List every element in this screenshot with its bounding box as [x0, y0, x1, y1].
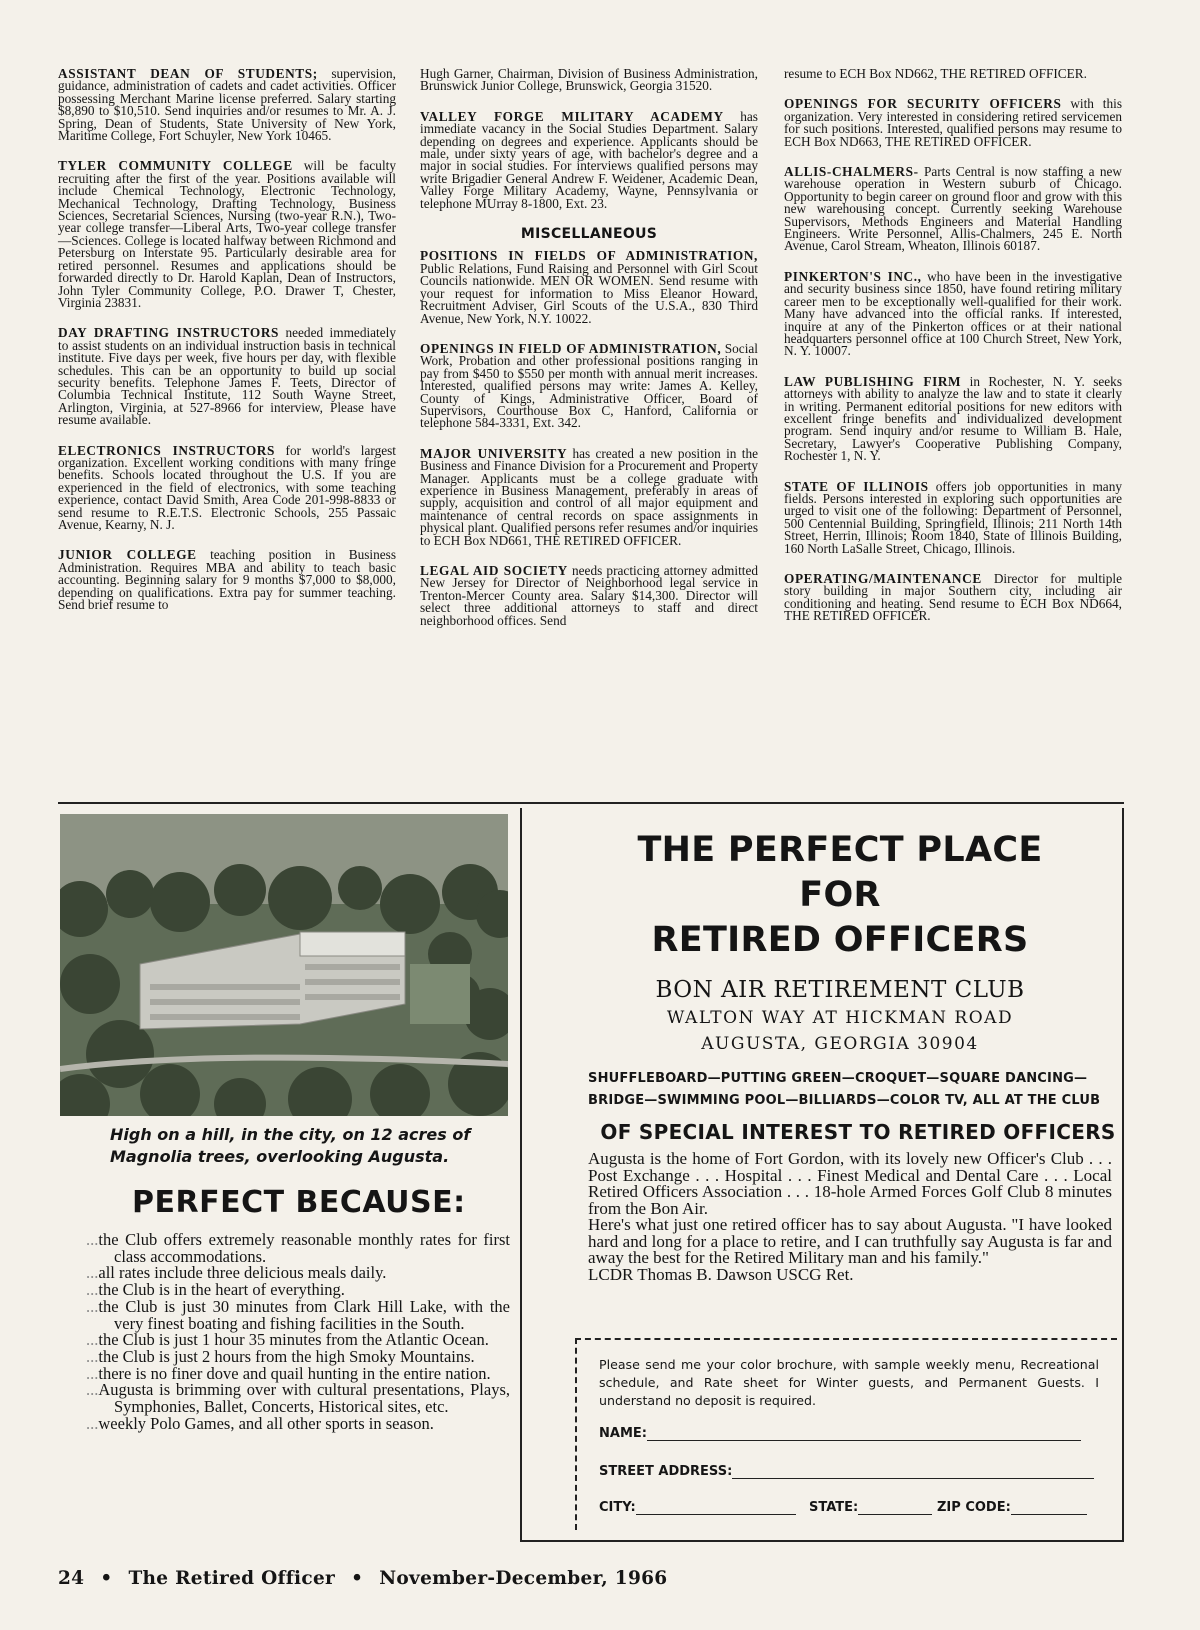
ad-heading: STATE OF ILLINOIS: [784, 478, 929, 494]
classified-ad: [58, 160, 396, 309]
ad-text: offers job opportunities in many fields. Persons interested in exploring such opportunities are urged to visit one of the following: Department of Personnel, 500 Centennial Building, Springfield, Illinois; 211 North 14th Street, Herrin, Illinois; Room 1840, State of Illinois Building, 160 North LaSalle Street, Chicago, Illinois.: [784, 478, 1122, 556]
name-label: NAME:: [599, 1426, 647, 1441]
ad-contact: ECH Box ND663, THE RETIRED OFFICER.: [784, 133, 1032, 149]
classified-ad: [420, 340, 758, 431]
ad-heading: DAY DRAFTING INSTRUCTORS: [58, 325, 280, 341]
ad-heading: POSITIONS IN FIELDS OF ADMINISTRATION,: [420, 248, 758, 264]
reason-item: ... all rates include three delicious meals daily.: [86, 1265, 510, 1282]
ad-text: Parts Central is now staffing a new warehouse operation in Western suburb of Chicago. Opportunity to begin career on ground floor and grow with this new warehousing concept. Currently seeking Warehouse Supervisors, Methods Engineers and Material Handling Engineers. Write: [784, 164, 1122, 242]
classified-ad: [420, 250, 758, 324]
club-name: BON AIR RETIREMENT CLUB: [655, 977, 1025, 1003]
ad-contact: Hugh Garner, Chairman, Division of Business Administration, Brunswick Junior College, Brunswick, Georgia 31520.: [420, 66, 758, 94]
ad-text: with this organization. Very interested in considering retired servicemen for such positions. Interested, qualified persons may resume to: [784, 96, 1123, 137]
ad-text: who have been in the investigative and security business since 1850, have found retiring military career men to be exceptionally well-qualified for their work. Many have advanced into the official ranks. If interested, inquire at any of the Pinkerton offices or at their national headquarters personnel office at 100 Church Street, New York, N. Y. 10007.: [784, 268, 1122, 359]
street-address-field[interactable]: [599, 1464, 1094, 1479]
ad-heading: JUNIOR COLLEGE: [58, 547, 197, 563]
footer-bullet: •: [100, 1568, 113, 1589]
classified-ad: [58, 68, 396, 142]
mail-in-coupon: [575, 1338, 1117, 1530]
city-label: CITY:: [599, 1500, 636, 1515]
state-field[interactable]: [809, 1500, 932, 1515]
ad-border-bottom: [520, 1540, 1124, 1542]
zip-code-label: ZIP CODE:: [937, 1500, 1011, 1515]
ad-contact: James F. Teets, Director of Columbia Technical Institute, 112 South Wayne Street, Arlington, Virginia,: [58, 374, 396, 415]
ad-border-left: [520, 808, 522, 1542]
zip-code-line[interactable]: [1011, 1502, 1087, 1515]
ad-text: or send resume to: [58, 492, 396, 520]
page-number: 24: [58, 1568, 85, 1589]
classified-column-3: [784, 68, 1122, 641]
ad-text: needed immediately to assist students on an individual instruction basis in technical institute. Five days per week, five hours per day, with flexible schedules. This can be an opportunity to build up social security benefits. Telephone: [58, 325, 396, 390]
section-title: MISCELLANEOUS: [520, 226, 658, 243]
ad-heading: TYLER COMMUNITY COLLEGE: [58, 158, 293, 174]
ad-border-right: [1122, 808, 1124, 1542]
augusta-description: [588, 1151, 1112, 1283]
reason-item: ... there is no finer dove and quail hunting in the entire nation.: [86, 1366, 510, 1383]
reason-item: ... the Club is in the heart of everything.: [86, 1282, 510, 1299]
reason-item: ... the Club is just 30 minutes from Clark Hill Lake, with the very finest boating and fishing facilities in the South.: [86, 1299, 510, 1332]
ad-text: at 527-8966 for interview, Please have resume available.: [58, 399, 396, 428]
ad-heading: LEGAL AID SOCIETY: [420, 563, 568, 578]
ad-contact: ECH Box ND661, THE RETIRED OFFICER.: [433, 532, 682, 548]
name-field[interactable]: [599, 1426, 1081, 1441]
ad-text: or telephone MUrray 8-1800, Ext. 23.: [420, 183, 759, 211]
zip-code-field[interactable]: [937, 1500, 1087, 1515]
issue-date: November-December, 1966: [379, 1568, 668, 1589]
classified-ad: [58, 442, 396, 532]
ad-contact: R.E.T.S. Electronic Schools, 255 Passaic Avenue, Kearny, N. J.: [58, 504, 396, 532]
ad-heading: OPENINGS FOR SECURITY OFFICERS: [784, 96, 1062, 112]
reason-item: ... the Club is just 2 hours from the high Smoky Mountains.: [86, 1349, 510, 1366]
ad-contact: Brigadier General Andrew F. Weidener, Academic Dean, Valley Forge Military Academy, Wayne, Pennsylvania: [420, 170, 758, 199]
amenities: [588, 1068, 1118, 1112]
ad-text: has created a new position in the Business and Finance Division for a Procurement and Property Manager. Applicants must be a college graduate with experience in Business Management, preferably in areas of supply, acquisition and control of all major equipment and maintenance of central records on space assignments in physical plant. Qualified persons refer resumes and/or inquiries to: [420, 445, 758, 548]
classified-ad: [784, 573, 1122, 623]
classified-column-2: [420, 68, 758, 645]
street-address-label: STREET ADDRESS:: [599, 1464, 733, 1479]
ad-text: or telephone 584-3331, Ext. 342.: [420, 402, 758, 431]
ad-heading: ASSISTANT DEAN OF STUDENTS;: [58, 66, 318, 81]
headline-line-2: FOR: [799, 875, 881, 915]
officer-quote: Here's what just one retired officer has to say about Augusta. "I have looked hard and long for a place to retire, and I can truthfully say Augusta is far and away the best for the Retired Military man and his family.": [588, 1215, 1112, 1267]
city-field[interactable]: [599, 1500, 796, 1515]
classified-column-1: [58, 68, 396, 629]
club-address-line-2: AUGUSTA, GEORGIA 30904: [701, 1034, 979, 1054]
classified-ad: [58, 327, 396, 426]
ad-contact: James A. Kelley, County of Kings, Administrative Officer, Board of Supervisors, Courthouse Box C, Hanford, California: [420, 378, 758, 418]
state-label: STATE:: [809, 1500, 859, 1515]
headline-line-1: THE PERFECT PLACE: [637, 830, 1043, 870]
ad-contact: Miss Eleanor Howard, Recruitment Adviser, Girl Scouts of the U.S.A., 830 Third Avenue, New York, N.Y. 10022.: [420, 285, 758, 326]
ad-text: needs practicing attorney admitted New Jersey for Director of Neighborhood legal service in Trenton-Mercer County area. Salary $14,300. Director will select three additional attorneys to staff and direct neighborhood offices. Send: [420, 563, 759, 628]
ad-header: [560, 828, 1120, 1055]
reason-item: ... weekly Polo Games, and all other sports in season.: [86, 1416, 510, 1433]
ad-heading: PINKERTON'S INC.,: [784, 268, 922, 284]
ad-text: Public Relations, Fund Raising and Personnel with Girl Scout Councils nationwide. MEN OR WOMEN. Send resume with your request for information to: [420, 260, 758, 301]
classified-ad: [420, 565, 758, 627]
classified-ad: [420, 445, 758, 548]
ad-text: resume to: [784, 66, 840, 81]
perfect-because-title: PERFECT BECAUSE:: [132, 1185, 466, 1220]
magazine-name: The Retired Officer: [128, 1568, 336, 1589]
classified-ad: [784, 373, 1122, 464]
ad-heading: LAW PUBLISHING FIRM: [784, 373, 962, 389]
classified-ad: [784, 68, 1122, 80]
amenities-line-2: BRIDGE—SWIMMING POOL—BILLIARDS—COLOR TV, ALL AT THE CLUB: [588, 1093, 1101, 1108]
footer-bullet: •: [351, 1568, 364, 1589]
name-line[interactable]: [647, 1428, 1081, 1441]
club-address-line-1: WALTON WAY AT HICKMAN ROAD: [666, 1008, 1014, 1028]
ad-contact: David Smith, Area Code 201-998-8833: [166, 492, 381, 508]
ad-contact: ECH Box ND662, THE RETIRED OFFICER.: [839, 66, 1087, 81]
quote-author: LCDR Thomas B. Dawson USCG Ret.: [588, 1264, 854, 1284]
ad-contact: Dr. Harold Kaplan, Dean of Instructors, John Tyler Community College, P.O. Drawer T, Chester, Virginia 23831.: [58, 270, 397, 310]
street-address-line[interactable]: [732, 1466, 1094, 1479]
ad-heading: OPERATING/MAINTENANCE: [784, 571, 982, 586]
page-footer: [58, 1568, 667, 1589]
classified-ad: [58, 549, 396, 611]
ad-heading: MAJOR UNIVERSITY: [420, 445, 568, 461]
headline-line-3: RETIRED OFFICERS: [651, 920, 1029, 960]
photo-caption: High on a hill, in the city, on 12 acres of Magnolia trees, overlooking Augusta.: [110, 1125, 471, 1166]
ad-heading: ELECTRONICS INSTRUCTORS: [58, 442, 275, 458]
ad-heading: OPENINGS IN FIELD OF ADMINISTRATION,: [420, 340, 722, 356]
aerial-photo-bon-air: [60, 814, 508, 1116]
ad-text: supervision, guidance, administration of cadets and cadet activities. Officer possessing Merchant Marine license preferred. Salary starting $8,890 to $10,510. Send inquiries and/or resumes to: [58, 66, 396, 119]
reason-item: ... Augusta is brimming over with cultural presentations, Plays, Symphonies, Ballet, Concerts, Historical sites, etc.: [86, 1382, 510, 1415]
reason-item: ... the Club is just 1 hour 35 minutes from the Atlantic Ocean.: [86, 1332, 510, 1349]
ad-text: teaching position in Business Administration. Requires MBA and ability to teach basic accounting. Beginning salary for 9 months $7,000 to $8,000, depending on qualifications. Extra pay for summer teaching. Send brief resume to: [58, 547, 396, 613]
ad-text: has immediate vacancy in the Social Studies Department. Salary depending on degrees and experience. Applicants should be male, under sixty years of age, with bachelor's degree and a major in social studies. For interviews qualified persons may write: [420, 108, 758, 186]
augusta-text: Augusta is the home of Fort Gordon, with its lovely new Officer's Club . . . Post Exchange . . . Hospital . . . Finest Medical and Dental Care . . . Local Retired Officers Association . . . 18-hole Armed Forces Golf Club 8 minutes from the Bon Air.: [588, 1149, 1112, 1218]
classified-ad: [420, 108, 759, 211]
ad-text: for world's largest organization. Excellent working conditions with many fringe benefits. Schools located throughout the U.S. If you are experienced in the field of electronics, with some teaching experience, contact: [58, 442, 396, 508]
ad-heading: ALLIS-CHALMERS-: [784, 164, 919, 180]
ad-contact: Mr. A. J. Spring, Dean of Students, State University of New York, Maritime College, Fort Schuyler, New York 10465.: [58, 103, 396, 144]
classified-ad: [784, 98, 1122, 148]
special-interest-title: OF SPECIAL INTEREST TO RETIRED OFFICERS: [600, 1120, 1116, 1144]
ad-contact: ECH Box ND664, THE RETIRED OFFICER.: [784, 595, 1122, 624]
classified-ad: [784, 268, 1122, 359]
ad-contact: William B. Hale, Secretary, Lawyer's Cooperative Publishing Company, Rochester 1, N. Y.: [784, 423, 1122, 464]
coupon-request-text: Please send me your color brochure, with sample weekly menu, Recreational schedule, and Rate sheet for Winter guests, and Permanent Guests. I understand no deposit is required.: [599, 1357, 1099, 1408]
ad-text: Social Work, Probation and other professional positions ranging in pay from $450 to $550 per month with annual merit increases. Interested, qualified persons may write:: [420, 340, 758, 394]
reason-item: ... the Club offers extremely reasonable monthly rates for first class accommodations.: [86, 1232, 510, 1265]
ad-text: Director for multiple story building in major Southern city, including air conditioning and heating. Send resume to: [784, 571, 1122, 611]
section-divider: [58, 802, 1124, 804]
state-line[interactable]: [858, 1502, 932, 1515]
city-line[interactable]: [636, 1502, 796, 1515]
ad-text: in Rochester, N. Y. seeks attorneys with ability to analyze the law and to state it clearly in writing. Permanent editorial positions for new editors with excellent fringe benefits and individualized development program. Send inquiry and/or resume to: [784, 373, 1122, 439]
ad-text: will be faculty recruiting after the first of the year. Positions available will include Chemical Technology, Electronic Technology, Mechanical Technology, Drafting Technology, Business Sciences, Secretarial Sciences, Nursing (two-year R.N.), Two-year college transfer—Liberal Arts, Two-year college transfer—Sciences. College is located halfway between Richmond and Petersburg on Interstate 95. Particularly desirable area for retired personnel. Resumes and applications should be forwarded directly to: [58, 158, 396, 286]
ad-heading: VALLEY FORGE MILITARY ACADEMY: [420, 108, 724, 124]
classified-ad: [420, 68, 758, 93]
classified-ad: [784, 166, 1122, 253]
ad-contact: Personnel, Allis-Chalmers, 245 E. North Avenue, Carol Stream, Wheaton, Illinois 60187.: [784, 226, 1122, 254]
amenities-line-1: SHUFFLEBOARD—PUTTING GREEN—CROQUET—SQUARE DANCING—: [588, 1071, 1088, 1086]
reasons-list: [86, 1232, 510, 1432]
classified-ad: [784, 478, 1122, 556]
